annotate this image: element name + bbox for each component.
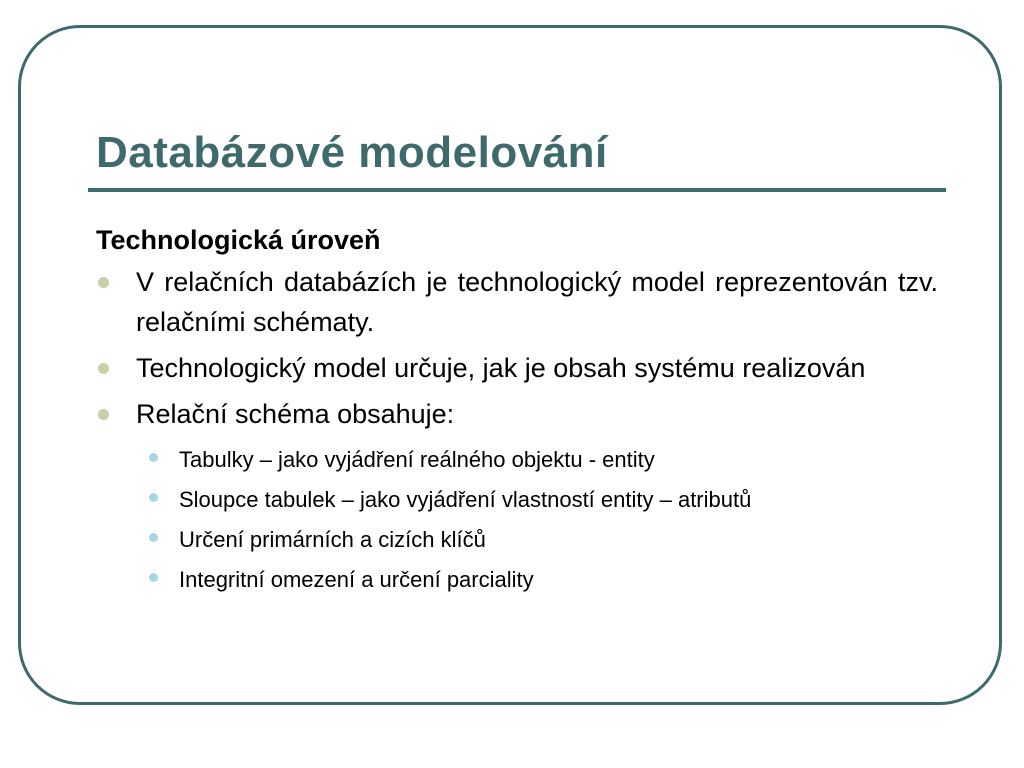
slide-title: Databázové modelování	[96, 128, 608, 177]
subbullet-text: Určení primárních a cizích klíčů	[179, 527, 486, 552]
subbullet-item	[96, 560, 938, 600]
subbullet-text: Tabulky – jako vyjádření reálného objektu - entity	[179, 447, 655, 472]
subbullet-text: Sloupce tabulek – jako vyjádření vlastností entity – atributů	[179, 487, 752, 512]
subbullet-item	[96, 480, 938, 520]
subbullet-dot-icon	[149, 573, 158, 582]
bullet-text: Technologický model určuje, jak je obsah systému realizován	[136, 353, 866, 383]
title-divider	[88, 188, 946, 192]
subbullet-item	[96, 520, 938, 560]
bullet-dot-icon	[98, 277, 109, 288]
bullet-item	[96, 394, 938, 434]
bullet-dot-icon	[98, 409, 109, 420]
bullet-text: Relační schéma obsahuje:	[136, 399, 455, 429]
bullet-item	[96, 262, 938, 342]
subbullet-text: Integritní omezení a určení parciality	[179, 567, 534, 592]
subbullet-list	[96, 440, 938, 600]
slide-content	[96, 222, 938, 600]
subbullet-dot-icon	[149, 453, 158, 462]
bullet-item	[96, 348, 938, 388]
bullet-dot-icon	[98, 363, 109, 374]
subbullet-dot-icon	[149, 493, 158, 502]
subheading: Technologická úroveň	[96, 225, 381, 255]
subbullet-dot-icon	[149, 533, 158, 542]
bullet-text: V relačních databázích je technologický model reprezentován tzv. relačními schématy.	[136, 267, 938, 337]
subbullet-item	[96, 440, 938, 480]
